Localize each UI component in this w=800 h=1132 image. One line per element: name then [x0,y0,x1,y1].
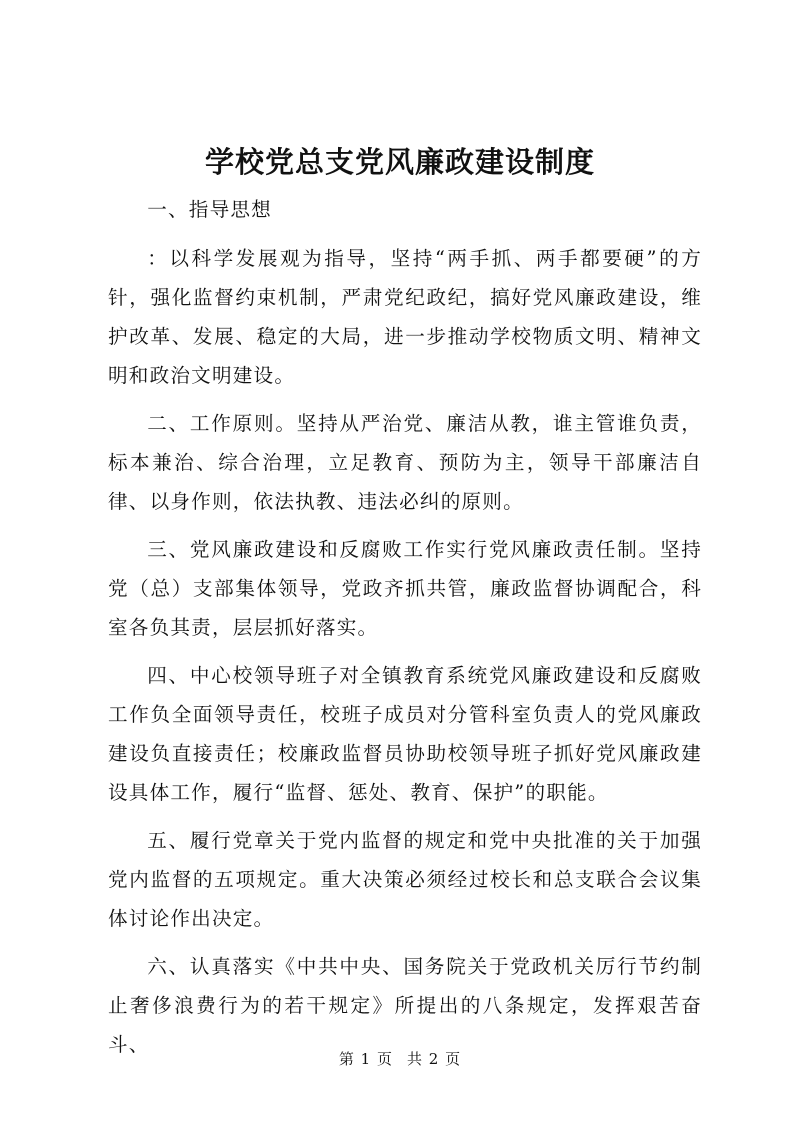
paragraph-leadership-responsibility: 四、中心校领导班子对全镇教育系统党风廉政建设和反腐败工作负全面领导责任，校班子成员对分管科室负责人的党风廉政建设负直接责任；校廉政监督员协助校领导班子抓好党风廉政建设具体工作，履行“监督、惩处、教育、保护”的职能。 [108,664,702,804]
paragraph-responsibility-system: 三、党风廉政建设和反腐败工作实行党风廉政责任制。坚持党（总）支部集体领导，党政齐抓共管，廉政监督协调配合，科室各负其责，层层抓好落实。 [108,538,702,639]
page-total: 共 2 页 [407,1050,462,1068]
document-title: 学校党总支党风廉政建设制度 [204,145,595,179]
paragraph-working-principles: 二、工作原则。坚持从严治党、廉洁从教，谁主管谁负责，标本兼治、综合治理，立足教育、预防为主，领导干部廉洁自律、以身作则，依法执教、违法必纠的原则。 [108,412,702,513]
paragraph-internal-supervision: 五、履行党章关于党内监督的规定和党中央批准的关于加强党内监督的五项规定。重大决策必须经过校长和总支联合会议集体讨论作出决定。 [108,829,702,930]
page-number: 第 1 页 [338,1050,393,1068]
section-heading: 一、指导思想 [147,198,272,221]
document-body [108,190,702,1064]
paragraph-frugality-rules: 六、认真落实《中共中央、国务院关于党政机关厉行节约制止奢侈浪费行为的若干规定》所提出的八条规定，发挥艰苦奋斗、 [108,955,702,1056]
page-footer [0,1049,800,1069]
paragraph-guiding-ideology: ：以科学发展观为指导，坚持“两手抓、两手都要硬”的方针，强化监督约束机制，严肃党纪政纪，搞好党风廉政建设，维护改革、发展、稳定的大局，进一步推动学校物质文明、精神文明和政治文明建设。 [108,247,702,387]
